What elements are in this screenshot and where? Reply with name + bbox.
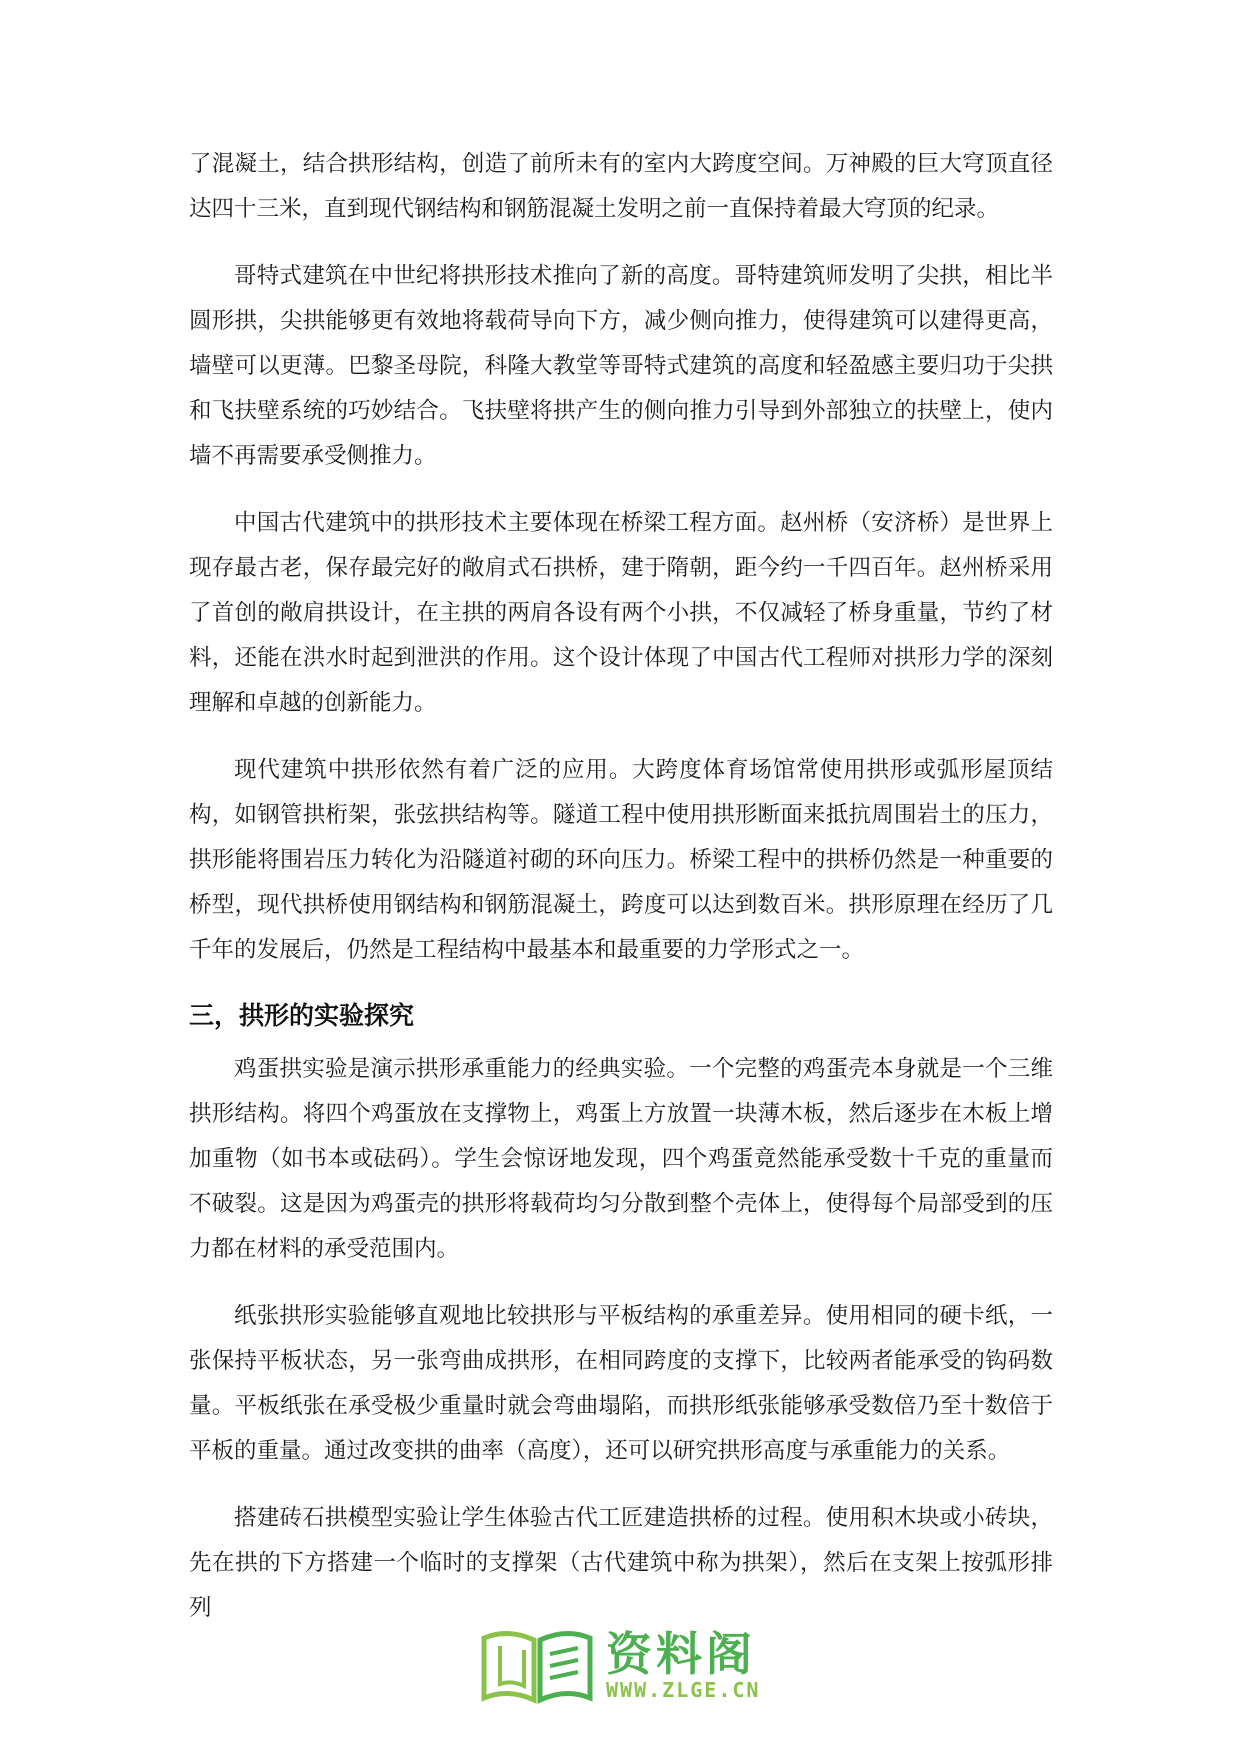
paragraph: 纸张拱形实验能够直观地比较拱形与平板结构的承重差异。使用相同的硬卡纸，一张保持平板状态，另一张弯曲成拱形，在相同跨度的支撑下，比较两者能承受的钩码数量。平板纸张在承受极少重量时就会弯曲塌陷，而拱形纸张能够承受数倍乃至十数倍于平板的重量。通过改变拱的曲率（高度），还可以研究拱形高度与承重能力的关系。 bbox=[189, 1303, 1053, 1464]
document-body bbox=[189, 142, 1053, 1653]
paragraph: 了混凝土，结合拱形结构，创造了前所未有的室内大跨度空间。万神殿的巨大穹顶直径达四十三米，直到现代钢结构和钢筋混凝土发明之前一直保持着最大穹顶的纪录。 bbox=[189, 151, 1053, 222]
paragraph: 搭建砖石拱模型实验让学生体验古代工匠建造拱桥的过程。使用积木块或小砖块，先在拱的下方搭建一个临时的支撑架（古代建筑中称为拱架），然后在支架上按弧形排列 bbox=[189, 1505, 1053, 1621]
watermark-logo bbox=[478, 1618, 778, 1718]
paragraph: 中国古代建筑中的拱形技术主要体现在桥梁工程方面。赵州桥（安济桥）是世界上现存最古老，保存最完好的敞肩式石拱桥，建于隋朝，距今约一千四百年。赵州桥采用了首创的敞肩拱设计，在主拱的两肩各设有两个小拱，不仅减轻了桥身重量，节约了材料，还能在洪水时起到泄洪的作用。这个设计体现了中国古代工程师对拱形力学的深刻理解和卓越的创新能力。 bbox=[189, 510, 1053, 716]
watermark-title: 资料阁 bbox=[606, 1627, 756, 1681]
paragraph: 现代建筑中拱形依然有着广泛的应用。大跨度体育场馆常使用拱形或弧形屋顶结构，如钢管拱桁架，张弦拱结构等。隧道工程中使用拱形断面来抵抗周围岩土的压力，拱形能将围岩压力转化为沿隧道衬砌的环向压力。桥梁工程中的拱桥仍然是一种重要的桥型，现代拱桥使用钢结构和钢筋混凝土，跨度可以达到数百米。拱形原理在经历了几千年的发展后，仍然是工程结构中最基本和最重要的力学形式之一。 bbox=[189, 757, 1053, 963]
open-book-icon bbox=[478, 1624, 596, 1704]
watermark-url: WWW.ZLGE.CN bbox=[606, 1678, 761, 1702]
paragraph: 鸡蛋拱实验是演示拱形承重能力的经典实验。一个完整的鸡蛋壳本身就是一个三维拱形结构。将四个鸡蛋放在支撑物上，鸡蛋上方放置一块薄木板，然后逐步在木板上增加重物（如书本或砝码）。学生会惊讶地发现，四个鸡蛋竟然能承受数十千克的重量而不破裂。这是因为鸡蛋壳的拱形将载荷均匀分散到整个壳体上，使得每个局部受到的压力都在材料的承受范围内。 bbox=[189, 1056, 1053, 1262]
paragraph: 哥特式建筑在中世纪将拱形技术推向了新的高度。哥特建筑师发明了尖拱，相比半圆形拱，尖拱能够更有效地将载荷导向下方，减少侧向推力，使得建筑可以建得更高，墙壁可以更薄。巴黎圣母院，科隆大教堂等哥特式建筑的高度和轻盈感主要归功于尖拱和飞扶壁系统的巧妙结合。飞扶壁将拱产生的侧向推力引导到外部独立的扶壁上，使内墙不再需要承受侧推力。 bbox=[189, 263, 1053, 469]
section-heading: 三，拱形的实验探究 bbox=[189, 1001, 415, 1030]
